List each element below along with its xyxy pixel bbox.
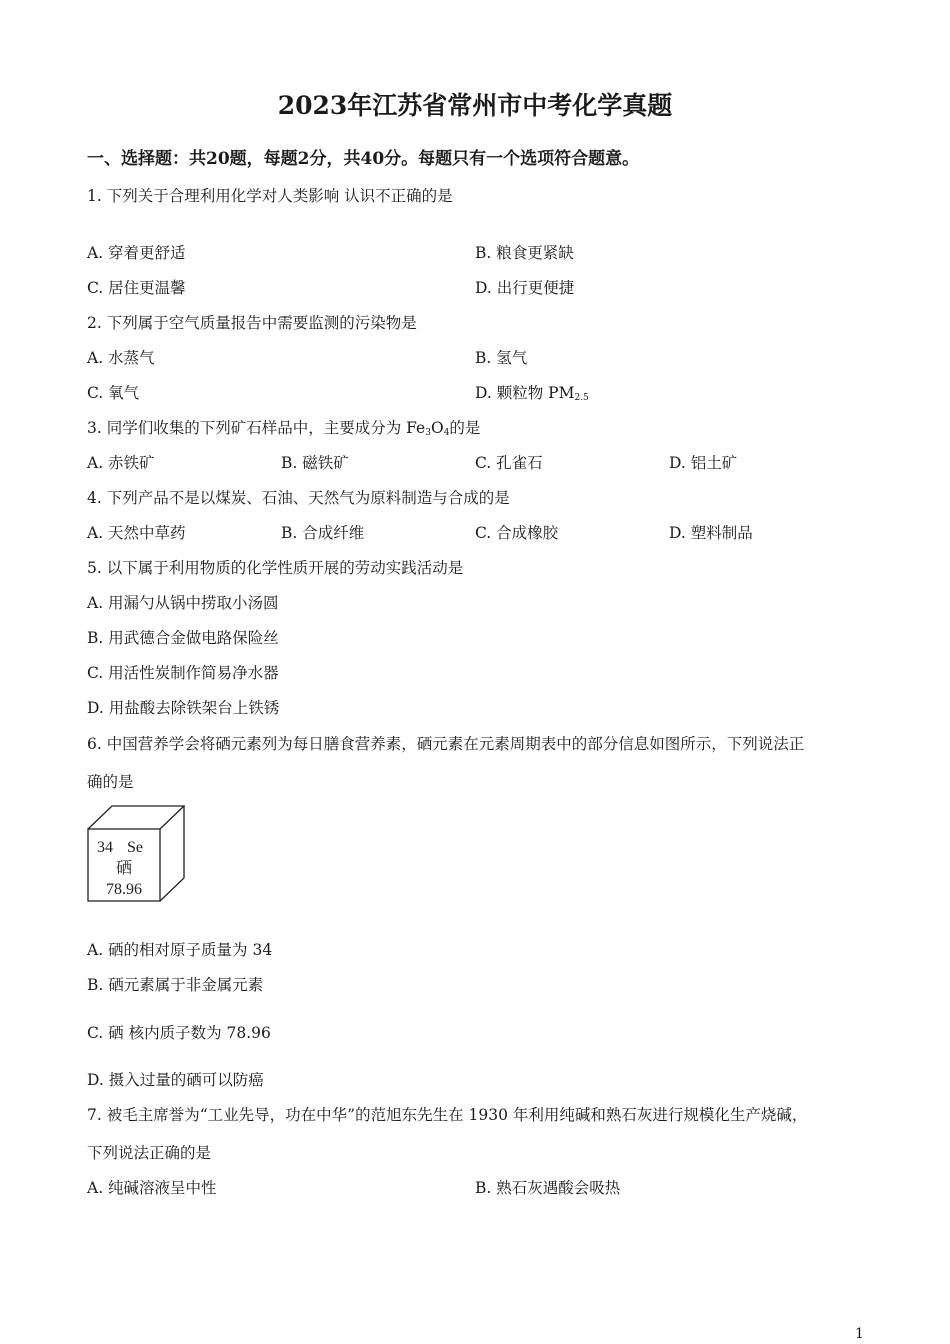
- q2-option-d: [475, 382, 589, 409]
- element-name: 硒: [115, 860, 133, 877]
- q7-stem-line2: 下列说法正确的是: [87, 1144, 212, 1162]
- q1-stem: 1. 下列关于合理利用化学对人类影响 认识不正确的是: [87, 187, 453, 205]
- section-heading: 一、选择题：共20题，每题2分，共40分。每题只有一个选项符合题意。: [87, 149, 640, 169]
- q6-option-b: B. 硒元素属于非金属元素: [87, 976, 264, 994]
- q3-option-a: A. 赤铁矿: [87, 454, 155, 472]
- q3-stem-end: 的是: [449, 419, 481, 437]
- q5-stem: 5. 以下属于利用物质的化学性质开展的劳动实践活动是: [87, 559, 464, 577]
- q3-option-d: D. 铝土矿: [669, 454, 738, 472]
- q7-stem-line1: 7. 被毛主席誉为“工业先导，功在中华”的范旭东先生在 1930 年利用纯碱和熟石灰进行规模化生产烧碱，: [87, 1106, 808, 1124]
- q1-option-d: D. 出行更便捷: [475, 279, 575, 297]
- q3-subscript-fe: 3: [425, 428, 431, 438]
- q6-stem-line2: 确的是: [87, 773, 134, 791]
- q7-option-a: A. 纯碱溶液呈中性: [87, 1179, 217, 1197]
- q2-option-d-main: D. 颗粒物 PM: [475, 384, 575, 402]
- q4-option-d: D. 塑料制品: [669, 524, 753, 542]
- q5-option-a: A. 用漏勺从锅中捞取小汤圆: [87, 594, 279, 612]
- q6-option-c: C. 硒 核内质子数为 78.96: [87, 1024, 271, 1042]
- element-atomic-mass: 78.96: [106, 881, 142, 898]
- q2-stem: 2. 下列属于空气质量报告中需要监测的污染物是: [87, 314, 417, 332]
- q4-option-a: A. 天然中草药: [87, 524, 186, 542]
- element-symbol: Se: [127, 839, 143, 856]
- q1-option-c: C. 居住更温馨: [87, 279, 186, 297]
- selenium-element-card: [86, 804, 188, 904]
- q3-option-c: C. 孔雀石: [475, 454, 543, 472]
- q2-option-a: A. 水蒸气: [87, 349, 155, 367]
- q1-option-a: A. 穿着更舒适: [87, 244, 186, 262]
- q2-option-d-subscript: 2.5: [574, 393, 589, 403]
- page-number: 1: [855, 1326, 864, 1342]
- q2-option-c: C. 氧气: [87, 384, 140, 402]
- q3-option-b: B. 磁铁矿: [281, 454, 349, 472]
- q3-stem-text: 3. 同学们收集的下列矿石样品中，主要成分为 Fe: [87, 419, 426, 437]
- element-card-top: [88, 806, 184, 829]
- q4-stem: 4. 下列产品不是以煤炭、石油、天然气为原料制造与合成的是: [87, 489, 510, 507]
- q4-option-b: B. 合成纤维: [281, 524, 365, 542]
- q5-option-b: B. 用武德合金做电路保险丝: [87, 629, 279, 647]
- q6-option-a: A. 硒的相对原子质量为 34: [87, 941, 273, 959]
- q3-subscript-o: 4: [443, 428, 450, 438]
- q6-stem-line1: 6. 中国营养学会将硒元素列为每日膳食营养素，硒元素在元素周期表中的部分信息如图所示，下列说法正: [87, 735, 805, 753]
- page-title: 2023年江苏省常州市中考化学真题: [277, 91, 673, 120]
- element-atomic-number: 34: [97, 839, 113, 856]
- q4-option-c: C. 合成橡胶: [475, 524, 559, 542]
- q5-option-c: C. 用活性炭制作简易净水器: [87, 664, 279, 682]
- q3-stem: [87, 417, 480, 444]
- q1-option-b: B. 粮食更紧缺: [475, 244, 574, 262]
- q6-option-d: D. 摄入过量的硒可以防癌: [87, 1071, 264, 1089]
- element-card-side: [160, 806, 184, 901]
- q7-option-b: B. 熟石灰遇酸会吸热: [475, 1179, 621, 1197]
- q5-option-d: D. 用盐酸去除铁架台上铁锈: [87, 699, 280, 717]
- q3-stem-o: O: [430, 419, 444, 437]
- q2-option-b: B. 氢气: [475, 349, 528, 367]
